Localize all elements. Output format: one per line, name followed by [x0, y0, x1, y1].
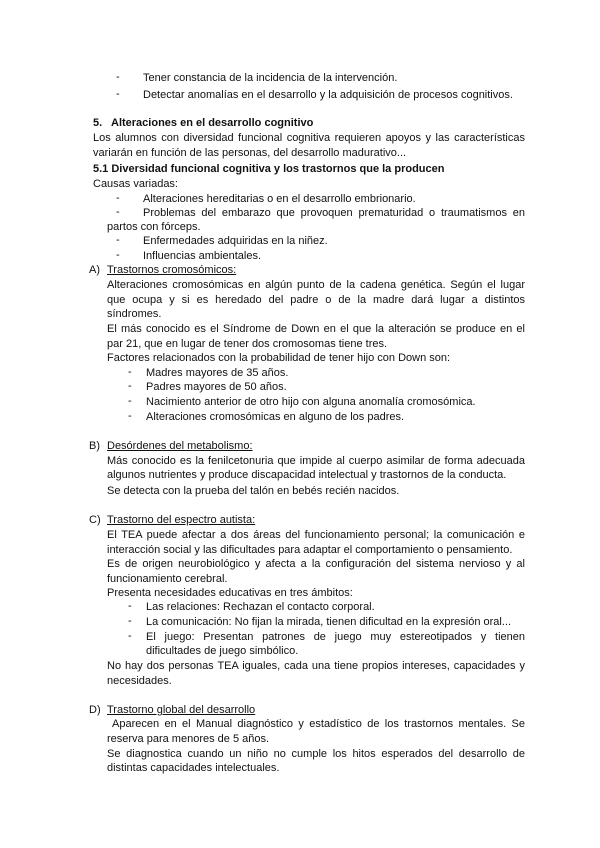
bullet-dash: -: [116, 206, 120, 218]
section-heading: Trastornos cromosómicos:: [107, 264, 237, 276]
section-letter: B): [89, 440, 100, 452]
section-letter: C): [89, 514, 101, 526]
paragraph-line: No hay dos personas TEA iguales, cada una tiene propios intereses, capacidades y: [107, 660, 525, 672]
list-item: Detectar anomalías en el desarrollo y la adquisición de procesos cognitivos.: [143, 89, 513, 101]
bullet-dash: -: [116, 88, 120, 100]
bullet-dash: -: [128, 395, 132, 407]
paragraph-line: par 21, que en lugar de tener dos cromosomas tiene tres.: [107, 338, 388, 350]
bullet-dash: -: [128, 410, 132, 422]
list-item: Problemas del embarazo que provoquen prematuridad o traumatismos en: [143, 207, 525, 219]
list-item: Alteraciones hereditarias o en el desarrollo embrionario.: [143, 193, 416, 205]
list-item-continuation: dificultades de juego simbólico.: [146, 645, 299, 657]
subsection-title: 5.1 Diversidad funcional cognitiva y los trastornos que la producen: [93, 163, 445, 175]
paragraph-line: Más conocido es la fenilcetonuria que impide al cuerpo asimilar de forma adecuada: [107, 455, 525, 467]
section-heading: Trastorno global del desarrollo: [107, 704, 256, 716]
list-item-continuation: partos con fórceps.: [107, 221, 201, 233]
list-item: Nacimiento anterior de otro hijo con alguna anomalía cromosómica.: [146, 396, 476, 408]
bullet-dash: -: [128, 600, 132, 612]
list-item: Enfermedades adquiridas en la niñez.: [143, 235, 328, 247]
paragraph-line: algunos nutrientes y produce discapacidad intelectual y trastornos de la conducta.: [107, 469, 507, 481]
paragraph-line: Se diagnostica cuando un niño no cumple los hitos esperados del desarrollo de: [107, 748, 525, 760]
list-item: Alteraciones cromosómicas en alguno de los padres.: [146, 411, 405, 423]
list-item: Padres mayores de 50 años.: [146, 381, 287, 393]
paragraph-line: distintas capacidades intelectuales.: [107, 762, 280, 774]
paragraph-line: Los alumnos con diversidad funcional cognitiva requieren apoyos y las características: [93, 132, 525, 144]
list-item: Influencias ambientales.: [143, 250, 262, 262]
section-number: 5.: [93, 117, 103, 129]
bullet-dash: -: [116, 192, 120, 204]
bullet-dash: -: [116, 71, 120, 83]
causes-label: Causas variadas:: [93, 178, 178, 190]
section-title: Alteraciones en el desarrollo cognitivo: [111, 117, 314, 129]
bullet-dash: -: [128, 366, 132, 378]
list-item: El juego: Presentan patrones de juego muy estereotipados y tienen: [146, 631, 525, 643]
bullet-dash: -: [128, 630, 132, 642]
paragraph-line: El más conocido es el Síndrome de Down en el que la alteración se produce en el: [107, 323, 525, 335]
bullet-dash: -: [128, 615, 132, 627]
bullet-dash: -: [128, 380, 132, 392]
paragraph-line: Aparecen en el Manual diagnóstico y estadístico de los trastornos mentales. Se: [112, 718, 525, 730]
list-item: Madres mayores de 35 años.: [146, 367, 289, 379]
paragraph-line: Alteraciones cromosómicas en algún punto de la cadena genética. Según el lugar: [107, 279, 525, 291]
factors-label: Factores relacionados con la probabilidad de tener hijo con Down son:: [107, 352, 451, 364]
paragraph-line: Es de origen neurobiológico y afecta a la configuración del sistema nervioso y al: [107, 558, 525, 570]
list-item: La comunicación: No fijan la mirada, tienen dificultad en la expresión oral...: [146, 616, 512, 628]
paragraph-line: Se detecta con la prueba del talón en bebés recién nacidos.: [107, 485, 400, 497]
list-item: Las relaciones: Rechazan el contacto corporal.: [146, 601, 375, 613]
paragraph-line: necesidades.: [107, 675, 172, 687]
needs-label: Presenta necesidades educativas en tres ámbitos:: [107, 587, 353, 599]
section-letter: A): [89, 264, 100, 276]
paragraph-line: funcionamiento cerebral.: [107, 573, 228, 585]
paragraph-line: reserva para menores de 5 años.: [107, 733, 270, 745]
paragraph-line: síndromes.: [107, 308, 162, 320]
paragraph-line: variarán en función de las personas, del desarrollo madurativo...: [93, 147, 407, 159]
paragraph-line: que ocupa y si es heredado del padre o de la madre dará lugar a distintos: [107, 294, 525, 306]
list-item: Tener constancia de la incidencia de la intervención.: [143, 72, 398, 84]
section-heading: Trastorno del espectro autista:: [107, 514, 256, 526]
section-letter: D): [89, 704, 101, 716]
section-heading: Desórdenes del metabolismo:: [107, 440, 253, 452]
paragraph-line: El TEA puede afectar a dos áreas del funcionamiento personal; la comunicación e: [107, 529, 525, 541]
bullet-dash: -: [116, 249, 120, 261]
paragraph-line: interacción social y las dificultades para adaptar el comportamiento o pensamiento.: [107, 544, 513, 556]
bullet-dash: -: [116, 234, 120, 246]
